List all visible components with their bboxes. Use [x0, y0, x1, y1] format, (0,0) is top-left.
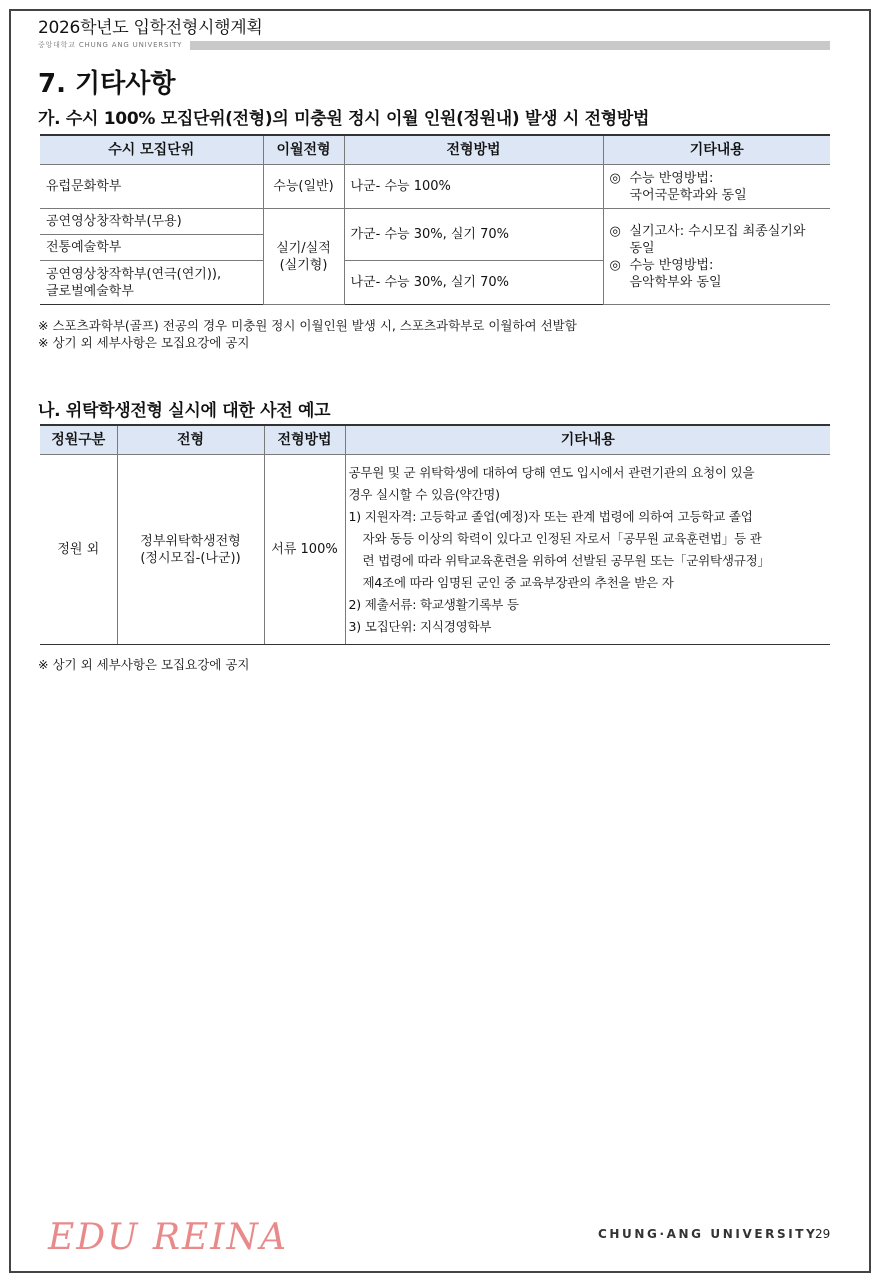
- unit-cell: 전통예술학부: [40, 235, 263, 261]
- etc-cell: [345, 455, 830, 645]
- transfer-line: 실기/실적: [276, 240, 331, 256]
- double-circle-icon: ◎: [609, 223, 621, 239]
- unit-cell: 유럽문화학부: [40, 165, 263, 209]
- type-cell: [117, 455, 264, 645]
- unit-cell: [40, 261, 263, 305]
- transfer-cell: [263, 209, 344, 305]
- part-b-table: [40, 424, 830, 645]
- etc-text: [630, 170, 747, 204]
- header-cell: 전형: [117, 425, 264, 455]
- etc-line: 경우 실시할 수 있음(약간명): [348, 486, 500, 502]
- unit-cell: 공연영상창작학부(무용): [40, 209, 263, 235]
- etc-line: 3) 모집단위: 지식경영학부: [348, 618, 492, 634]
- document-title: 2026학년도 입학전형시행계획: [38, 18, 263, 38]
- method-cell: 가군- 수능 30%, 실기 70%: [344, 209, 603, 261]
- unit-line: 공연영상창작학부(연극(연기)),: [46, 266, 222, 282]
- etc-text: [630, 257, 722, 291]
- etc-line: 련 법령에 따라 위탁교육훈련을 위하여 선발된 공무원 또는「군위탁생규정」: [362, 552, 770, 568]
- part-a-note: ※ 스포츠과학부(골프) 전공의 경우 미충원 정시 이월인원 발생 시, 스포츠과학부로 이월하여 선발함: [38, 318, 577, 333]
- etc-bullet: [610, 170, 825, 204]
- header-divider-bar: [190, 41, 830, 50]
- method-cell: 나군- 수능 100%: [344, 165, 603, 209]
- university-logo-text: 중앙대학교 CHUNG ANG UNIVERSITY: [38, 41, 183, 49]
- etc-line: 수능 반영방법:: [629, 170, 714, 186]
- method-cell: 나군- 수능 30%, 실기 70%: [344, 261, 603, 305]
- etc-text: [630, 223, 806, 257]
- table-row: [40, 209, 830, 235]
- header-cell: 전형방법: [264, 425, 345, 455]
- table-header-row: [40, 135, 830, 165]
- header-cell: 전형방법: [344, 135, 603, 165]
- part-a-title: 가. 수시 100% 모집단위(전형)의 미충원 정시 이월 인원(정원내) 발생 시 전형방법: [38, 109, 650, 129]
- part-b-note: ※ 상기 외 세부사항은 모집요강에 공지: [38, 657, 250, 672]
- etc-bullet: [610, 257, 825, 291]
- transfer-cell: 수능(일반): [263, 165, 344, 209]
- footer-university: CHUNG·ANG UNIVERSITY: [598, 1227, 818, 1241]
- etc-bullet: [610, 223, 825, 257]
- part-a-table: [40, 134, 830, 305]
- etc-line: 수능 반영방법:: [629, 257, 714, 273]
- etc-cell: [603, 209, 830, 305]
- double-circle-icon: ◎: [609, 170, 621, 186]
- page-number: 29: [815, 1227, 831, 1241]
- etc-line: 2) 제출서류: 학교생활기록부 등: [348, 596, 519, 612]
- section-title: 7. 기타사항: [38, 69, 176, 99]
- type-line: 정부위탁학생전형: [140, 533, 241, 549]
- quota-cell: 정원 외: [40, 455, 117, 645]
- etc-line: 동일: [629, 240, 655, 256]
- watermark-logo: EDU REINA: [48, 1217, 289, 1258]
- double-circle-icon: ◎: [609, 257, 621, 273]
- part-a-note: ※ 상기 외 세부사항은 모집요강에 공지: [38, 335, 250, 350]
- table-header-row: [40, 425, 830, 455]
- etc-cell: [603, 165, 830, 209]
- etc-line: 1) 지원자격: 고등학교 졸업(예정)자 또는 관계 법령에 의하여 고등학교 졸업: [348, 508, 753, 524]
- etc-line: 공무원 및 군 위탁학생에 대하여 당해 연도 입시에서 관련기관의 요청이 있을: [348, 464, 755, 480]
- type-line: (정시모집-(나군)): [140, 550, 241, 566]
- unit-line: 글로벌예술학부: [46, 283, 134, 299]
- table-row: [40, 455, 830, 645]
- method-cell: 서류 100%: [264, 455, 345, 645]
- part-b-title: 나. 위탁학생전형 실시에 대한 사전 예고: [38, 401, 331, 421]
- header-cell: 정원구분: [40, 425, 117, 455]
- etc-line: 국어국문학과와 동일: [629, 187, 747, 203]
- header-cell: 기타내용: [345, 425, 830, 455]
- etc-line: 음악학부와 동일: [629, 274, 722, 290]
- header-cell: 기타내용: [603, 135, 830, 165]
- etc-line: 실기고사: 수시모집 최종실기와: [629, 223, 806, 239]
- etc-line: 자와 동등 이상의 학력이 있다고 인정된 자로서「공무원 교육훈련법」등 관: [362, 530, 762, 546]
- etc-line: 제4조에 따라 임명된 군인 중 교육부장관의 추천을 받은 자: [362, 574, 674, 590]
- header-cell: 수시 모집단위: [40, 135, 263, 165]
- transfer-line: (실기형): [279, 257, 328, 273]
- header-cell: 이월전형: [263, 135, 344, 165]
- table-row: [40, 165, 830, 209]
